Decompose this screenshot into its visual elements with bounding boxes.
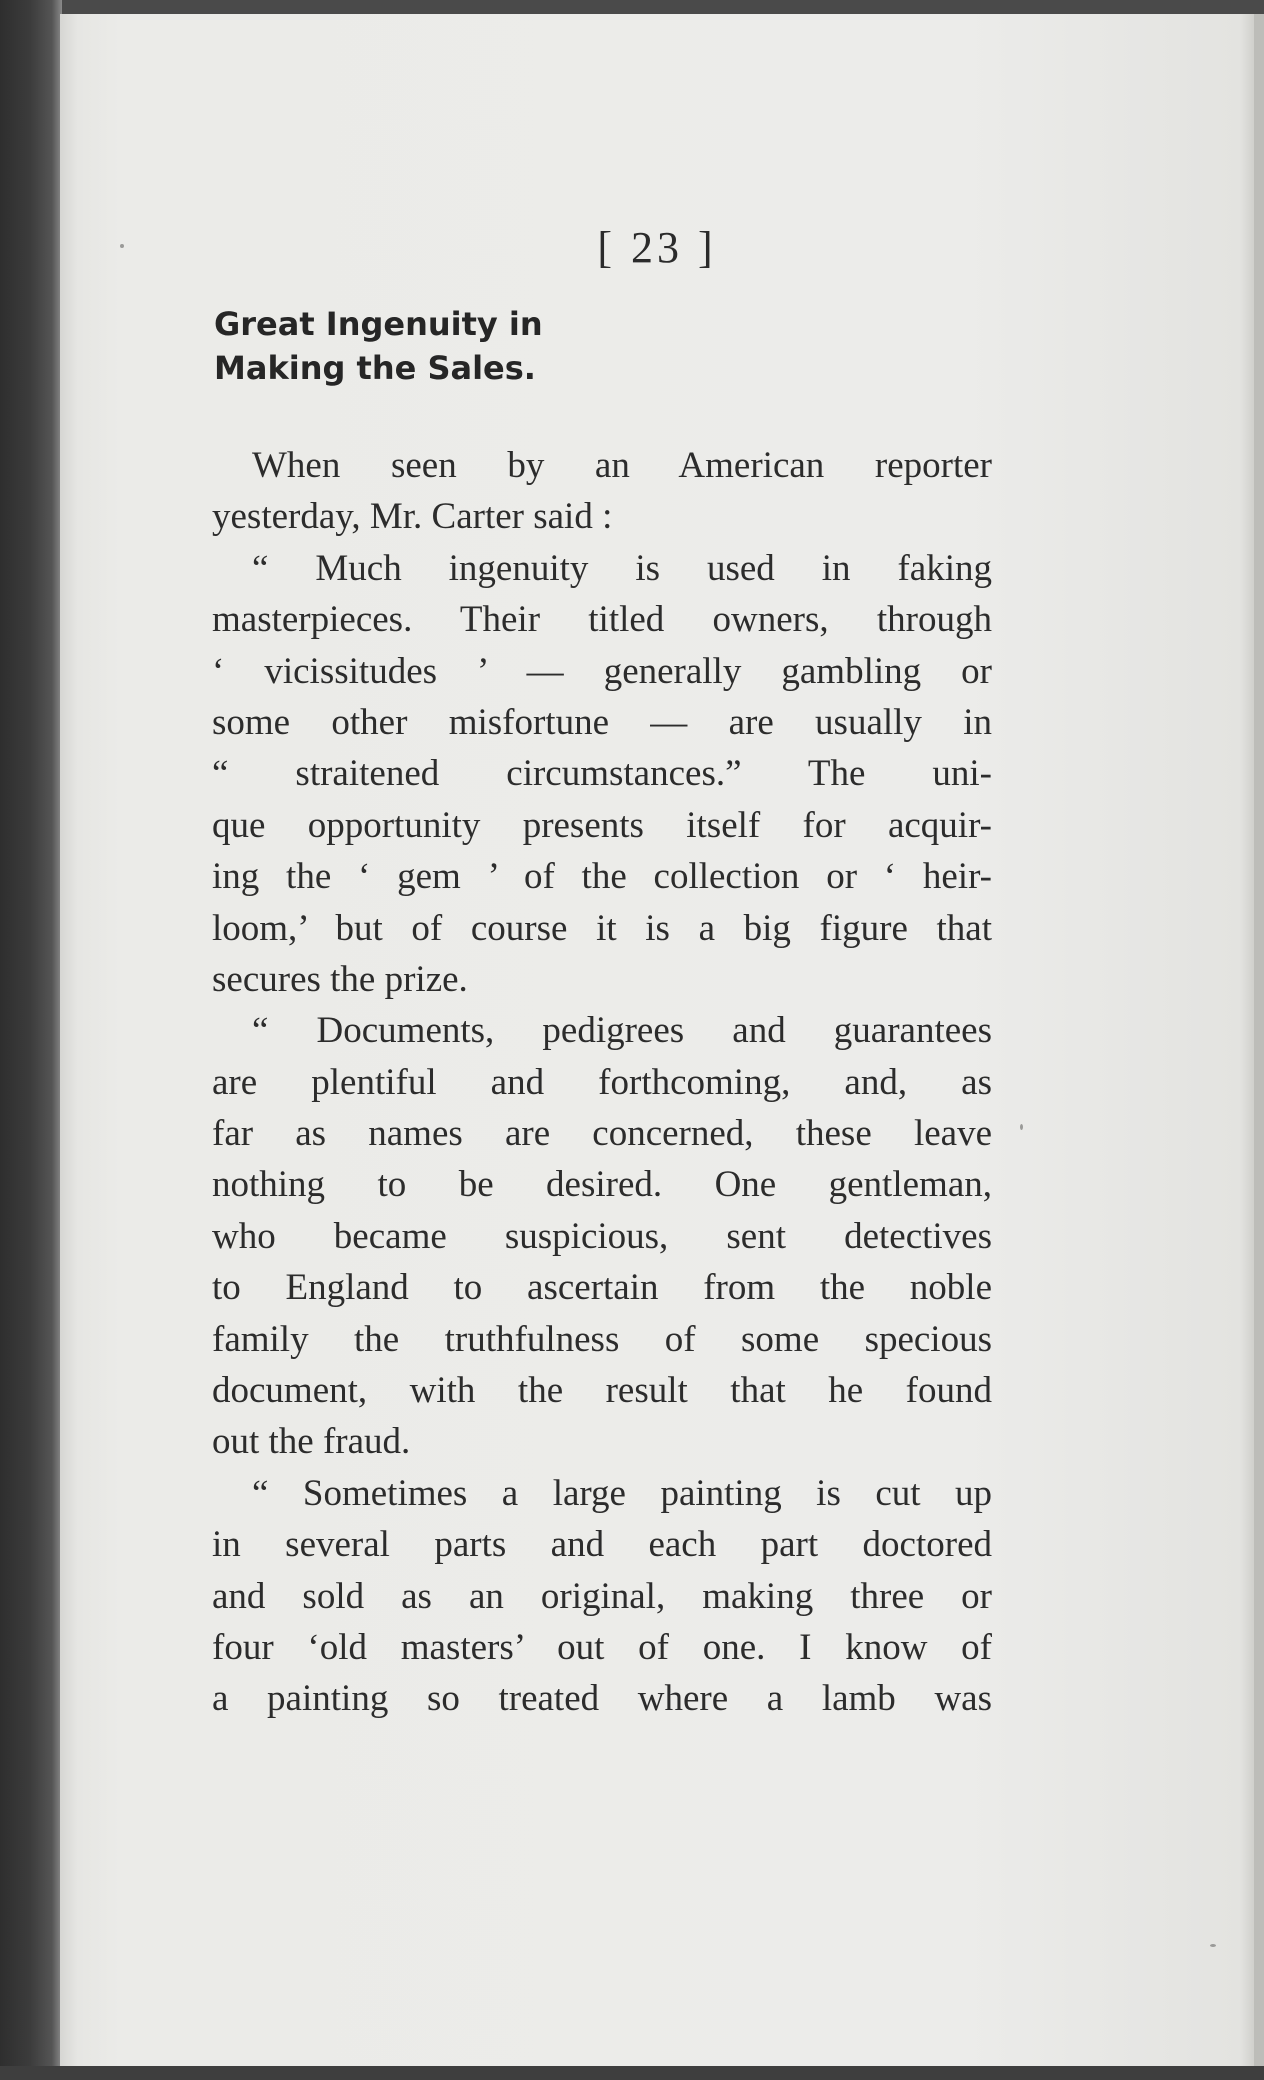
text-line: family the truthfulness of some specious (212, 1318, 992, 1360)
section-heading (214, 302, 734, 390)
text-line: “ Documents, pedigrees and guarantees (252, 1010, 992, 1052)
text-line: yesterday, Mr. Carter said : (212, 496, 613, 538)
text-line: four ‘old masters’ out of one. I know of (212, 1626, 992, 1668)
text-line: When seen by an American reporter (252, 445, 992, 486)
text-line: out the fraud. (212, 1421, 411, 1463)
text-line: are plentiful and forthcoming, and, as (212, 1061, 992, 1103)
text-line: to England to ascertain from the noble (212, 1267, 992, 1309)
text-line: in several parts and each part doctored (212, 1524, 992, 1566)
text-line: far as names are concerned, these leave (212, 1113, 992, 1155)
section-heading-line: Great Ingenuity in (214, 305, 543, 343)
text-line: a painting so treated where a lamb was (212, 1678, 992, 1720)
article-body (212, 440, 992, 1725)
scan-frame-top (0, 0, 1264, 14)
paper-speck (1020, 1124, 1023, 1130)
page-edge (1254, 14, 1264, 2066)
text-line: ‘ vicissitudes ’ — generally gambling or (212, 650, 992, 692)
book-binding-edge (0, 0, 62, 2080)
text-line: “ Sometimes a large painting is cut up (252, 1472, 992, 1514)
text-line: loom,’ but of course it is a big figure that (212, 907, 992, 949)
paper-speck (1210, 1944, 1216, 1947)
text-line: who became suspicious, sent detectives (212, 1215, 992, 1257)
page-number: [ 23 ] (597, 223, 717, 272)
book-page (60, 14, 1254, 2066)
scan-frame-bottom (0, 2066, 1264, 2080)
text-line: “ straitened circumstances.” The uni- (212, 753, 992, 795)
text-line: “ Much ingenuity is used in faking (252, 547, 992, 589)
text-line: secures the prize. (212, 958, 468, 1000)
section-heading-line: Making the Sales. (214, 349, 536, 387)
text-line: que opportunity presents itself for acquir- (212, 804, 992, 846)
text-line: masterpieces. Their titled owners, through (212, 599, 992, 641)
text-line: some other misfortune — are usually in (212, 701, 992, 743)
text-line: ing the ‘ gem ’ of the collection or ‘ heir- (212, 856, 992, 898)
text-line: nothing to be desired. One gentleman, (212, 1164, 992, 1206)
text-line: and sold as an original, making three or (212, 1575, 992, 1617)
text-line: document, with the result that he found (212, 1370, 992, 1412)
paper-speck (120, 244, 124, 248)
